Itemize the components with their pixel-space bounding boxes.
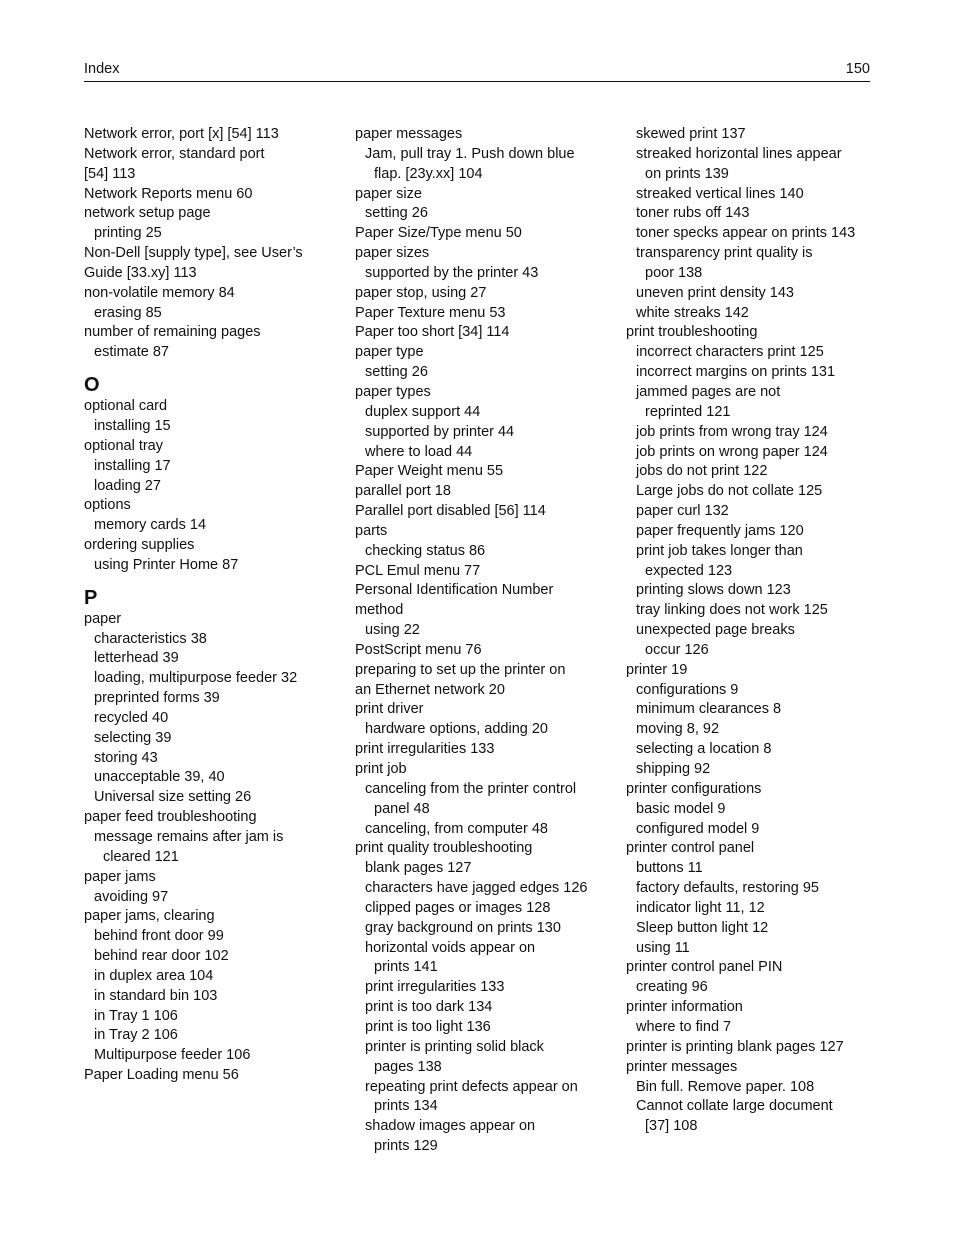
index-entry: using 11 bbox=[636, 939, 690, 956]
index-entry: job prints on wrong paper 124 bbox=[636, 443, 828, 460]
index-entry: printer information bbox=[626, 999, 743, 1016]
index-letter-heading: O bbox=[84, 374, 100, 397]
index-entry: horizontal voids appear on bbox=[365, 939, 536, 956]
index-entry: print is too light 136 bbox=[365, 1018, 491, 1035]
index-entry: printer is printing solid black bbox=[365, 1038, 544, 1055]
index-entry: in Tray 2 106 bbox=[94, 1027, 178, 1044]
index-entry: preparing to set up the printer on bbox=[355, 661, 566, 678]
header-title: Index bbox=[84, 61, 120, 77]
index-entry: prints 141 bbox=[374, 959, 438, 976]
index-entry: loading, multipurpose feeder 32 bbox=[94, 670, 298, 687]
index-entry: number of remaining pages bbox=[84, 324, 261, 341]
index-entry: Large jobs do not collate 125 bbox=[636, 483, 823, 500]
index-entry: canceling, from computer 48 bbox=[365, 820, 548, 837]
index-entry: transparency print quality is bbox=[636, 245, 813, 262]
index-entry: uneven print density 143 bbox=[636, 284, 794, 301]
index-entry: Non-Dell [supply type], see User’s bbox=[84, 245, 303, 262]
index-entry: expected 123 bbox=[645, 562, 733, 579]
index-entry: Paper too short [34] 114 bbox=[355, 324, 510, 341]
index-entry: in standard bin 103 bbox=[94, 987, 218, 1004]
index-entry: selecting a location 8 bbox=[636, 741, 772, 758]
index-entry: printer control panel bbox=[626, 840, 755, 857]
index-entry: shadow images appear on bbox=[365, 1118, 536, 1135]
index-entry: Bin full. Remove paper. 108 bbox=[636, 1078, 815, 1095]
index-entry: parallel port 18 bbox=[355, 483, 451, 500]
index-entry: skewed print 137 bbox=[636, 126, 746, 142]
index-entry: Jam, pull tray 1. Push down blue bbox=[365, 145, 575, 162]
index-entry: loading 27 bbox=[94, 477, 161, 494]
index-entry: behind front door 99 bbox=[94, 928, 224, 945]
index-entry: selecting 39 bbox=[94, 729, 172, 746]
index-entry: factory defaults, restoring 95 bbox=[636, 880, 819, 897]
index-entry: indicator light 11, 12 bbox=[636, 899, 765, 916]
index-entry: printing 25 bbox=[94, 225, 162, 242]
index-entry: reprinted 121 bbox=[645, 403, 731, 420]
index-entry: blank pages 127 bbox=[365, 860, 472, 877]
index-entry: memory cards 14 bbox=[94, 517, 207, 534]
index-entry: repeating print defects appear on bbox=[365, 1078, 578, 1095]
index-entry: occur 126 bbox=[645, 641, 709, 658]
index-entry: network setup page bbox=[84, 205, 211, 222]
index-entry: Cannot collate large document bbox=[636, 1098, 833, 1115]
index-entry: Parallel port disabled [56] 114 bbox=[355, 503, 546, 520]
index-entry: print driver bbox=[355, 701, 424, 718]
index-entry: characteristics 38 bbox=[94, 630, 207, 647]
index-column-1 bbox=[84, 125, 346, 1086]
index-entry: setting 26 bbox=[365, 364, 428, 381]
index-entry: printer configurations bbox=[626, 780, 762, 797]
index-entry: Multipurpose feeder 106 bbox=[94, 1047, 251, 1064]
index-entry: buttons 11 bbox=[636, 860, 703, 877]
index-entry: print is too dark 134 bbox=[365, 999, 493, 1016]
index-entry: unacceptable 39, 40 bbox=[94, 769, 225, 786]
index-entry: printing slows down 123 bbox=[636, 582, 791, 599]
index-entry: setting 26 bbox=[365, 205, 428, 222]
index-entry: where to find 7 bbox=[636, 1018, 732, 1035]
index-entry: parts bbox=[355, 522, 388, 539]
index-entry: Network Reports menu 60 bbox=[84, 185, 253, 202]
index-entry: Paper Texture menu 53 bbox=[355, 304, 506, 321]
index-entry: printer messages bbox=[626, 1058, 738, 1075]
index-entry: message remains after jam is bbox=[94, 829, 284, 845]
index-entry: supported by the printer 43 bbox=[365, 264, 539, 281]
index-entry: supported by printer 44 bbox=[365, 423, 515, 440]
index-entry: prints 134 bbox=[374, 1098, 438, 1115]
index-entry: unexpected page breaks bbox=[636, 622, 795, 639]
index-entry: hardware options, adding 20 bbox=[365, 721, 548, 738]
index-entry: storing 43 bbox=[94, 749, 158, 766]
page-header bbox=[84, 59, 870, 82]
index-entry: pages 138 bbox=[374, 1058, 442, 1075]
index-entry: paper type bbox=[355, 344, 424, 361]
index-entry: PostScript menu 76 bbox=[355, 641, 482, 658]
index-entry: method bbox=[355, 602, 404, 619]
index-entry: printer 19 bbox=[626, 661, 688, 678]
index-entry: paper bbox=[84, 610, 122, 627]
index-entry: prints 129 bbox=[374, 1138, 438, 1155]
index-entry: toner rubs off 143 bbox=[636, 205, 750, 222]
index-entry: paper stop, using 27 bbox=[355, 284, 487, 301]
page-number: 150 bbox=[845, 61, 870, 77]
index-entry: panel 48 bbox=[374, 800, 430, 817]
index-entry: optional tray bbox=[84, 437, 163, 454]
index-entry: printer control panel PIN bbox=[626, 959, 783, 976]
index-entry: an Ethernet network 20 bbox=[355, 681, 505, 698]
index-entry: estimate 87 bbox=[94, 344, 169, 361]
index-entry: flap. [23y.xx] 104 bbox=[374, 165, 483, 182]
index-entry: jammed pages are not bbox=[636, 383, 781, 400]
index-entry: Personal Identification Number bbox=[355, 582, 554, 599]
index-entry: jobs do not print 122 bbox=[636, 463, 768, 480]
index-entry: [54] 113 bbox=[84, 165, 136, 182]
index-entry: where to load 44 bbox=[365, 443, 473, 460]
index-entry: canceling from the printer control bbox=[365, 780, 577, 797]
index-column-2 bbox=[355, 125, 617, 1157]
index-entry: cleared 121 bbox=[103, 848, 179, 865]
index-entry: print irregularities 133 bbox=[365, 979, 505, 996]
index-entry: in Tray 1 106 bbox=[94, 1007, 178, 1024]
index-entry: on prints 139 bbox=[645, 165, 729, 182]
index-entry: characters have jagged edges 126 bbox=[365, 880, 588, 897]
index-entry: paper jams, clearing bbox=[84, 908, 215, 925]
index-entry: basic model 9 bbox=[636, 800, 726, 817]
index-entry: paper sizes bbox=[355, 245, 430, 262]
index-entry: Network error, port [x] [54] 113 bbox=[84, 126, 279, 142]
index-entry: job prints from wrong tray 124 bbox=[636, 423, 828, 440]
index-entry: installing 17 bbox=[94, 457, 171, 474]
index-entry: streaked horizontal lines appear bbox=[636, 145, 842, 162]
index-entry: creating 96 bbox=[636, 979, 708, 996]
index-letter-heading: P bbox=[84, 586, 98, 609]
index-entry: checking status 86 bbox=[365, 542, 486, 559]
index-entry: using 22 bbox=[365, 622, 420, 639]
index-entry: print quality troubleshooting bbox=[355, 840, 533, 857]
index-entry: Sleep button light 12 bbox=[636, 919, 769, 936]
index-entry: options bbox=[84, 497, 131, 514]
index-entry: minimum clearances 8 bbox=[636, 701, 782, 718]
index-entry: print job takes longer than bbox=[636, 542, 803, 559]
index-entry: Guide [33.xy] 113 bbox=[84, 264, 197, 281]
index-entry: in duplex area 104 bbox=[94, 967, 214, 984]
index-entry: configured model 9 bbox=[636, 820, 760, 837]
index-entry: white streaks 142 bbox=[636, 304, 749, 321]
index-entry: Network error, standard port bbox=[84, 145, 265, 162]
index-entry: paper curl 132 bbox=[636, 503, 729, 520]
index-entry: streaked vertical lines 140 bbox=[636, 185, 804, 202]
index-entry: behind rear door 102 bbox=[94, 948, 229, 965]
index-entry: incorrect characters print 125 bbox=[636, 344, 824, 361]
index-entry: tray linking does not work 125 bbox=[636, 602, 828, 619]
index-entry: paper jams bbox=[84, 868, 156, 885]
index-entry: preprinted forms 39 bbox=[94, 690, 220, 707]
index-entry: moving 8, 92 bbox=[636, 721, 720, 738]
index-entry: [37] 108 bbox=[645, 1118, 698, 1135]
index-entry: letterhead 39 bbox=[94, 650, 179, 667]
index-entry: paper messages bbox=[355, 126, 463, 142]
index-entry: optional card bbox=[84, 398, 168, 415]
index-entry: gray background on prints 130 bbox=[365, 919, 561, 936]
index-entry: non-volatile memory 84 bbox=[84, 284, 235, 301]
index-entry: printer is printing blank pages 127 bbox=[626, 1038, 844, 1055]
index-entry: Universal size setting 26 bbox=[94, 789, 252, 806]
index-entry: duplex support 44 bbox=[365, 403, 481, 420]
index-entry: erasing 85 bbox=[94, 304, 162, 321]
index-entry: poor 138 bbox=[645, 264, 703, 281]
index-entry: print job bbox=[355, 761, 407, 777]
index-entry: shipping 92 bbox=[636, 761, 711, 777]
index-entry: PCL Emul menu 77 bbox=[355, 562, 481, 579]
index-entry: using Printer Home 87 bbox=[94, 556, 239, 573]
index-entry: paper types bbox=[355, 383, 431, 400]
index-entry: avoiding 97 bbox=[94, 888, 169, 905]
index-entry: configurations 9 bbox=[636, 681, 739, 698]
index-entry: Paper Weight menu 55 bbox=[355, 463, 504, 480]
index-entry: clipped pages or images 128 bbox=[365, 899, 551, 916]
index-entry: print troubleshooting bbox=[626, 324, 758, 341]
index-entry: toner specks appear on prints 143 bbox=[636, 225, 856, 242]
index-entry: print irregularities 133 bbox=[355, 741, 495, 758]
index-entry: ordering supplies bbox=[84, 537, 195, 554]
index-entry: paper feed troubleshooting bbox=[84, 809, 257, 826]
index-entry: installing 15 bbox=[94, 417, 171, 434]
index-entry: paper frequently jams 120 bbox=[636, 522, 804, 539]
index-column-3 bbox=[626, 125, 876, 1137]
index-entry: recycled 40 bbox=[94, 709, 169, 726]
index-entry: incorrect margins on prints 131 bbox=[636, 364, 836, 381]
index-entry: paper size bbox=[355, 185, 422, 202]
index-entry: Paper Size/Type menu 50 bbox=[355, 225, 522, 242]
index-entry: Paper Loading menu 56 bbox=[84, 1067, 239, 1084]
